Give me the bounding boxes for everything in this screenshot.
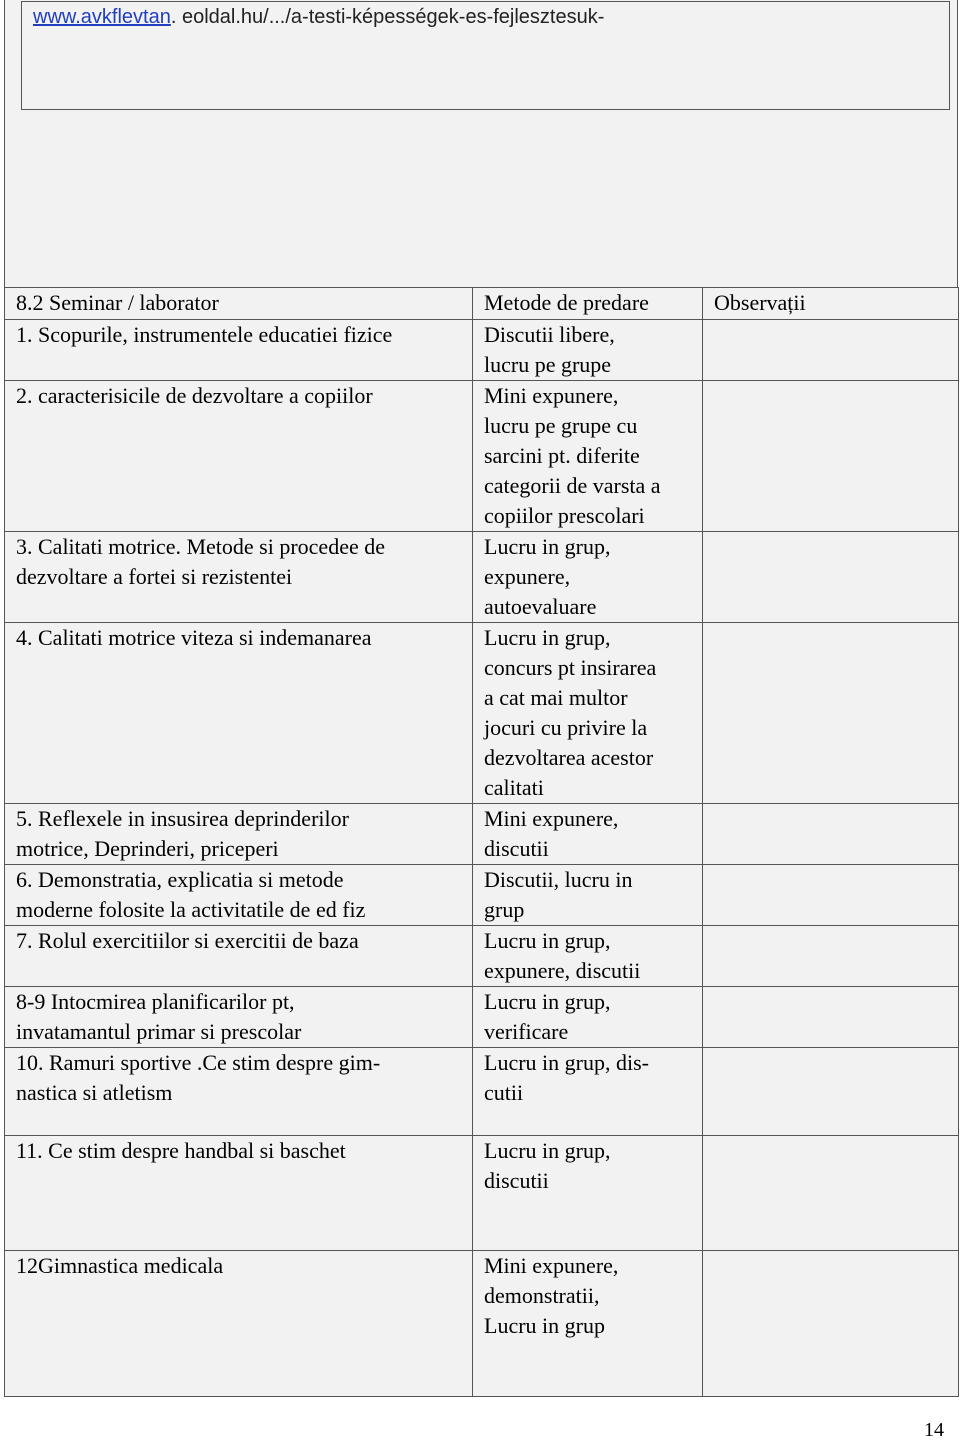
table-row <box>5 926 959 987</box>
bibliography-box <box>21 1 950 110</box>
notes-cell <box>703 987 959 1048</box>
notes-cell <box>703 320 959 381</box>
methods-cell: Lucru in grup, verificare <box>473 987 703 1048</box>
notes-cell <box>703 532 959 623</box>
table-row <box>5 381 959 532</box>
notes-cell <box>703 804 959 865</box>
table-row <box>5 987 959 1048</box>
table-row <box>5 1048 959 1136</box>
header-topic: 8.2 Seminar / laborator <box>5 288 473 320</box>
notes-cell <box>703 926 959 987</box>
methods-cell: Mini expunere, demonstratii, Lucru in grup <box>473 1251 703 1397</box>
notes-cell <box>703 865 959 926</box>
methods-cell: Lucru in grup, dis- cutii <box>473 1048 703 1136</box>
bibliography-url <box>33 6 604 29</box>
top-frame <box>4 0 958 287</box>
topic-cell: 8-9 Intocmirea planificarilor pt, invatamantul primar si prescolar <box>5 987 473 1048</box>
topic-cell: 4. Calitati motrice viteza si indemanarea <box>5 623 473 804</box>
header-notes: Observații <box>703 288 959 320</box>
notes-cell <box>703 381 959 532</box>
topic-cell: 5. Reflexele in insusirea deprinderilor motrice, Deprinderi, priceperi <box>5 804 473 865</box>
methods-cell: Lucru in grup, expunere, autoevaluare <box>473 532 703 623</box>
table-row <box>5 532 959 623</box>
notes-cell <box>703 623 959 804</box>
methods-cell: Discutii libere, lucru pe grupe <box>473 320 703 381</box>
page-number: 14 <box>924 1419 944 1441</box>
methods-cell: Mini expunere, lucru pe grupe cu sarcini pt. diferite categorii de varsta a copiilor prescolari <box>473 381 703 532</box>
topic-cell: 1. Scopurile, instrumentele educatiei fizice <box>5 320 473 381</box>
url-rest: . eoldal.hu/.../a-testi-képességek-es-fejlesztesuk- <box>170 6 605 28</box>
topic-cell: 12Gimnastica medicala <box>5 1251 473 1397</box>
table-row <box>5 804 959 865</box>
topic-cell: 3. Calitati motrice. Metode si procedee de dezvoltare a fortei si rezistentei <box>5 532 473 623</box>
methods-cell: Mini expunere, discutii <box>473 804 703 865</box>
table-row <box>5 320 959 381</box>
seminar-table <box>4 287 959 1397</box>
table-row <box>5 623 959 804</box>
table-header-row <box>5 288 959 320</box>
topic-cell: 10. Ramuri sportive .Ce stim despre gim- nastica si atletism <box>5 1048 473 1136</box>
methods-cell: Discutii, lucru in grup <box>473 865 703 926</box>
table-row <box>5 1136 959 1251</box>
methods-cell: Lucru in grup, expunere, discutii <box>473 926 703 987</box>
notes-cell <box>703 1251 959 1397</box>
header-methods: Metode de predare <box>473 288 703 320</box>
topic-cell: 2. caracterisicile de dezvoltare a copiilor <box>5 381 473 532</box>
table-row <box>5 865 959 926</box>
topic-cell: 6. Demonstratia, explicatia si metode moderne folosite la activitatile de ed fiz <box>5 865 473 926</box>
methods-cell: Lucru in grup, concurs pt insirarea a cat mai multor jocuri cu privire la dezvoltarea acestor calitati <box>473 623 703 804</box>
table-row <box>5 1251 959 1397</box>
topic-cell: 7. Rolul exercitiilor si exercitii de baza <box>5 926 473 987</box>
notes-cell <box>703 1136 959 1251</box>
methods-cell: Lucru in grup, discutii <box>473 1136 703 1251</box>
url-link[interactable]: www.avkflevtan <box>33 6 171 28</box>
notes-cell <box>703 1048 959 1136</box>
topic-cell: 11. Ce stim despre handbal si baschet <box>5 1136 473 1251</box>
